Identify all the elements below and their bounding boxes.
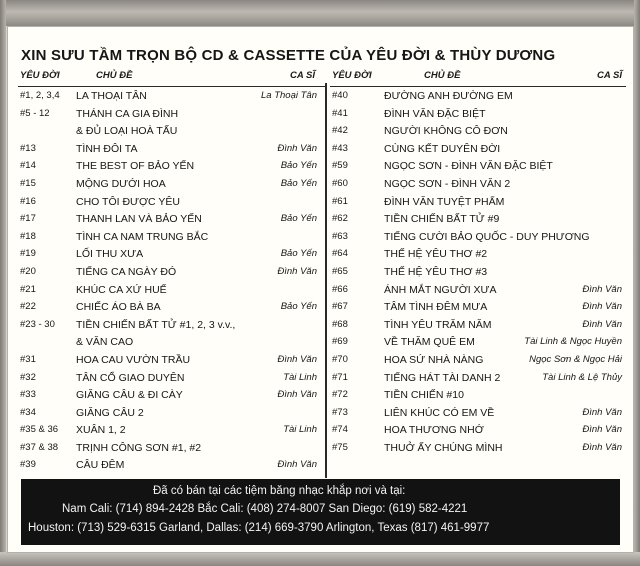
item-number: #13 <box>20 142 36 154</box>
case-right-edge <box>634 0 640 566</box>
item-title: CÙNG KẾT DUYÊN ĐỜI <box>384 142 501 155</box>
item-artist: La Thoại Tân <box>261 90 317 101</box>
item-number: #62 <box>332 213 348 225</box>
item-title: ÁNH MẮT NGƯỜI XƯA <box>384 283 497 296</box>
case-bottom-edge <box>0 552 640 566</box>
item-title: NGỌC SƠN - ĐÌNH VĂN ĐẶC BIỆT <box>384 160 553 173</box>
item-number: #20 <box>20 265 36 277</box>
item-number: #1, 2, 3,4 <box>20 90 60 101</box>
item-artist: Đình Văn <box>277 459 317 471</box>
item-artist: Bảo Yến <box>280 248 317 260</box>
header-number: YÊU ĐỜI <box>20 70 60 81</box>
item-artist: Đình Văn <box>277 142 317 154</box>
catalog-item <box>18 439 325 457</box>
item-title: THẾ HỆ YÊU THƠ #3 <box>384 265 488 278</box>
item-number: #15 <box>20 177 36 189</box>
store-phone-line: Nam Cali: (714) 894-2428 Bắc Cali: (408) 274-8007 San Diego: (619) 582-4221 <box>62 503 468 515</box>
item-title: GIĂNG CÂU 2 <box>76 406 144 419</box>
item-title: THẾ HỆ YÊU THƠ #2 <box>384 248 488 261</box>
column-header <box>330 68 626 84</box>
item-number: #21 <box>20 283 36 295</box>
catalog-item <box>330 421 626 439</box>
item-artist: Tài Linh & Ngọc Huyền <box>524 336 622 348</box>
catalog-item <box>18 456 325 474</box>
catalog-item <box>18 210 325 228</box>
item-title: VỀ THĂM QUÊ EM <box>384 336 475 349</box>
item-title: KHÚC CA XỨ HUẾ <box>76 283 167 296</box>
catalog-item <box>330 298 626 316</box>
item-title: THUỞ ẤY CHÚNG MÌNH <box>384 441 503 454</box>
item-title: TÌNH YÊU TRĂM NĂM <box>384 318 492 331</box>
item-artist: Tài Linh <box>283 371 317 383</box>
header-artist: CA SĨ <box>597 70 622 81</box>
catalog-item <box>330 157 626 175</box>
item-number: #68 <box>332 318 348 330</box>
item-number: #22 <box>20 301 36 313</box>
item-number: #42 <box>332 125 348 137</box>
item-number: #39 <box>20 459 36 471</box>
item-artist: Đình Văn <box>277 353 317 365</box>
item-number: #43 <box>332 142 348 154</box>
item-artist: Bảo Yến <box>280 301 317 313</box>
left-list <box>18 87 325 474</box>
item-title: TÂM TÌNH ĐÊM MƯA <box>384 301 488 314</box>
item-artist: Đình Văn <box>277 389 317 401</box>
item-title: HOA CAU VƯỜN TRẦU <box>76 353 191 366</box>
item-number: #34 <box>20 406 36 418</box>
catalog-item <box>18 281 325 299</box>
item-title: CHO TÔI ĐƯỢC YÊU <box>76 195 180 208</box>
item-title: & ĐỦ LOẠI HOÀ TẤU <box>76 125 178 138</box>
item-artist: Bảo Yến <box>280 160 317 172</box>
item-artist: Đình Văn <box>582 301 622 313</box>
catalog-title: XIN SƯU TẦM TRỌN BỘ CD & CASSETTE CỦA YÊU ĐỜI & THÙY DƯƠNG <box>21 47 556 64</box>
item-title: ĐÌNH VĂN ĐẶC BIỆT <box>384 107 486 120</box>
catalog-item <box>330 228 626 246</box>
item-number: #63 <box>332 230 348 242</box>
item-title: & VĂN CAO <box>76 336 134 349</box>
catalog-item <box>330 333 626 351</box>
item-title: TIỀN CHIẾN BẤT TỬ #9 <box>384 213 500 226</box>
item-number: #16 <box>20 195 36 207</box>
case-left-edge <box>0 0 6 566</box>
item-title: TRỊNH CÔNG SƠN #1, #2 <box>76 441 202 454</box>
catalog-item <box>18 228 325 246</box>
catalog-item <box>18 421 325 439</box>
item-number: #40 <box>332 90 348 101</box>
item-title: ĐÌNH VĂN TUYỆT PHẨM <box>384 195 505 208</box>
item-number: #67 <box>332 301 348 313</box>
catalog-item <box>330 210 626 228</box>
store-info-line: Đã có bán tại các tiệm băng nhạc khắp nơi và tại: <box>153 485 406 497</box>
catalog-item <box>18 351 325 369</box>
item-number: #31 <box>20 353 36 365</box>
catalog-item <box>330 245 626 263</box>
catalog-item <box>18 105 325 123</box>
item-title: LIÊN KHÚC CÓ EM VỀ <box>384 406 495 419</box>
catalog-item <box>18 157 325 175</box>
item-title: HOA SỨ NHÀ NÀNG <box>384 353 484 366</box>
item-number: #5 - 12 <box>20 107 50 119</box>
item-title: TÌNH ĐÔI TA <box>76 142 138 155</box>
item-title: MỘNG DƯỚI HOA <box>76 177 166 190</box>
item-number: #19 <box>20 248 36 260</box>
item-title: TIỀN CHIẾN #10 <box>384 389 464 402</box>
catalog-item <box>18 386 325 404</box>
left-catalog-column <box>18 68 325 474</box>
catalog-item <box>330 140 626 158</box>
item-number: #66 <box>332 283 348 295</box>
item-number: #33 <box>20 389 36 401</box>
item-title: NGƯỜI KHÔNG CÔ ĐƠN <box>384 125 508 138</box>
item-title: ĐƯỜNG ANH ĐƯỜNG EM <box>384 90 513 102</box>
item-title: CHIẾC ÁO BÀ BA <box>76 301 161 314</box>
right-catalog-column <box>330 68 626 456</box>
catalog-item <box>18 316 325 334</box>
catalog-item <box>330 87 626 105</box>
item-number: #61 <box>332 195 348 207</box>
item-artist: Đình Văn <box>582 424 622 436</box>
item-title: THANH LAN VÀ BẢO YẾN <box>76 213 202 226</box>
item-number: #73 <box>332 406 348 418</box>
item-title: CÂU ĐÊM <box>76 459 125 472</box>
catalog-item <box>18 193 325 211</box>
item-artist: Ngọc Sơn & Ngọc Hải <box>529 353 622 365</box>
item-title: NGỌC SƠN - ĐÌNH VĂN 2 <box>384 177 511 190</box>
item-number: #35 & 36 <box>20 424 59 436</box>
catalog-item <box>18 140 325 158</box>
item-number: #60 <box>332 177 348 189</box>
column-divider <box>325 83 327 478</box>
item-artist: Bảo Yến <box>280 213 317 225</box>
catalog-item <box>18 333 325 351</box>
catalog-item <box>330 281 626 299</box>
tray-card <box>7 26 634 553</box>
item-artist: Tài Linh & Lệ Thủy <box>542 371 622 383</box>
catalog-item <box>330 404 626 422</box>
header-title: CHỦ ĐỀ <box>96 70 133 81</box>
item-title: XUÂN 1, 2 <box>76 424 126 437</box>
item-title: THE BEST OF BẢO YẾN <box>76 160 195 173</box>
item-number: #14 <box>20 160 36 172</box>
catalog-item <box>330 122 626 140</box>
item-artist: Đình Văn <box>582 283 622 295</box>
item-number: #32 <box>20 371 36 383</box>
item-number: #37 & 38 <box>20 441 59 453</box>
item-number: #74 <box>332 424 348 436</box>
item-number: #18 <box>20 230 36 242</box>
item-title: HOA THƯƠNG NHỚ <box>384 424 484 437</box>
item-number: #59 <box>332 160 348 172</box>
item-artist: Đình Văn <box>582 406 622 418</box>
item-number: #41 <box>332 107 348 119</box>
catalog-item <box>18 404 325 422</box>
store-phone-line: Houston: (713) 529-6315 Garland, Dallas: (214) 669-3790 Arlington, Texas (817) 461-9977 <box>28 522 490 534</box>
catalog-item <box>330 386 626 404</box>
case-top-edge <box>0 0 640 26</box>
catalog-item <box>330 369 626 387</box>
store-info-banner <box>21 479 620 545</box>
item-title: TÌNH CA NAM TRUNG BẮC <box>76 230 209 243</box>
item-number: #71 <box>332 371 348 383</box>
item-title: GIĂNG CÂU & ĐI CÀY <box>76 389 183 402</box>
item-number: #69 <box>332 336 348 348</box>
catalog-item <box>330 351 626 369</box>
catalog-item <box>330 263 626 281</box>
catalog-item <box>330 105 626 123</box>
header-number: YÊU ĐỜI <box>332 70 372 81</box>
item-artist: Bảo Yến <box>280 177 317 189</box>
item-title: TIẾNG HÁT TÀI DANH 2 <box>384 371 501 384</box>
catalog-item <box>18 87 325 105</box>
catalog-item <box>18 122 325 140</box>
catalog-item <box>18 263 325 281</box>
item-title: LỐI THU XƯA <box>76 248 144 261</box>
column-header <box>18 68 325 84</box>
header-title: CHỦ ĐỀ <box>424 70 461 81</box>
item-artist: Đình Văn <box>582 441 622 453</box>
item-artist: Đình Văn <box>277 265 317 277</box>
item-number: #17 <box>20 213 36 225</box>
catalog-item <box>330 439 626 457</box>
catalog-item <box>330 193 626 211</box>
item-title: TÂN CỔ GIAO DUYÊN <box>76 371 185 384</box>
item-number: #70 <box>332 353 348 365</box>
item-number: #64 <box>332 248 348 260</box>
item-title: LA THOẠI TÂN <box>76 90 147 102</box>
catalog-item <box>330 316 626 334</box>
item-number: #65 <box>332 265 348 277</box>
catalog-item <box>18 298 325 316</box>
catalog-item <box>18 369 325 387</box>
item-artist: Tài Linh <box>283 424 317 436</box>
item-artist: Đình Văn <box>582 318 622 330</box>
header-artist: CA SĨ <box>290 70 315 81</box>
item-number: #75 <box>332 441 348 453</box>
right-list <box>330 87 626 456</box>
item-title: TIẾNG CƯỜI BẢO QUỐC - DUY PHƯƠNG <box>384 230 590 243</box>
item-number: #23 - 30 <box>20 318 55 330</box>
item-title: TIẾNG CA NGÀY ĐÓ <box>76 265 177 278</box>
catalog-item <box>18 245 325 263</box>
item-title: THÁNH CA GIA ĐÌNH <box>76 107 179 120</box>
item-number: #72 <box>332 389 348 401</box>
catalog-item <box>18 175 325 193</box>
catalog-item <box>330 175 626 193</box>
item-title: TIỀN CHIẾN BẤT TỬ #1, 2, 3 v.v., <box>76 318 236 331</box>
